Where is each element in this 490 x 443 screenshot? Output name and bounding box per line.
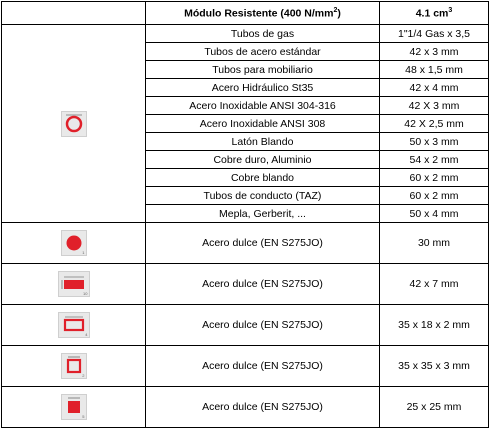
round-tube-icon-cell [2,25,146,223]
table-row [2,346,489,387]
row-value: 25 x 25 mm [380,387,489,428]
row-value: 50 x 3 mm [380,133,489,151]
row-name: Acero dulce (EN S275JO) [146,346,380,387]
icon-cell [2,223,146,264]
row-value: 60 x 2 mm [380,187,489,205]
row-name: Acero Inoxidable ANSI 308 [146,115,380,133]
header-row [2,2,489,25]
table-row [2,223,489,264]
rectangular-tube-icon: 4 [58,312,90,338]
icon-cell [2,305,146,346]
row-name: Cobre duro, Aluminio [146,151,380,169]
solid-flat-bar-icon: 10 [58,271,90,297]
icon-cell [2,264,146,305]
row-name: Acero dulce (EN S275JO) [146,305,380,346]
solid-round-bar-icon: 1 [61,230,87,256]
row-value: 35 x 18 x 2 mm [380,305,489,346]
row-value: 42 x 7 mm [380,264,489,305]
row-value: 50 x 4 mm [380,205,489,223]
row-name: Cobre blando [146,169,380,187]
capacity-table [1,1,489,428]
header-value: 4.1 $cm^3$ [380,2,489,25]
row-name: Latón Blando [146,133,380,151]
row-name: Tubos de gas [146,25,380,43]
row-name: Tubos de conducto (TAZ) [146,187,380,205]
row-name: Acero Inoxidable ANSI 304-316 [146,97,380,115]
row-name: Tubos de acero estándar [146,43,380,61]
header-title: Módulo Resistente (400 $N/mm^2$) [146,2,380,25]
header-icon-cell [2,2,146,25]
table-row [2,387,489,428]
row-value: 48 x 1,5 mm [380,61,489,79]
row-value: 42 X 3 mm [380,97,489,115]
row-value: 42 x 4 mm [380,79,489,97]
row-name: Mepla, Gerberit, ... [146,205,380,223]
row-value: 42 x 3 mm [380,43,489,61]
square-tube-icon: 2 [61,353,87,379]
row-value: 35 x 35 x 3 mm [380,346,489,387]
row-value: 60 x 2 mm [380,169,489,187]
row-name: Tubos para mobiliario [146,61,380,79]
solid-square-bar-icon: 5 [61,394,87,420]
icon-cell [2,387,146,428]
table-row [2,264,489,305]
row-value: 1"1/4 Gas x 3,5 [380,25,489,43]
row-name: Acero dulce (EN S275JO) [146,264,380,305]
row-name: Acero dulce (EN S275JO) [146,223,380,264]
icon-cell [2,346,146,387]
row-name: Acero Hidráulico St35 [146,79,380,97]
table-row [2,305,489,346]
round-tube-icon [61,111,87,137]
row-value: 54 x 2 mm [380,151,489,169]
row-value: 42 X 2,5 mm [380,115,489,133]
table-row [2,25,489,43]
row-name: Acero dulce (EN S275JO) [146,387,380,428]
row-value: 30 mm [380,223,489,264]
